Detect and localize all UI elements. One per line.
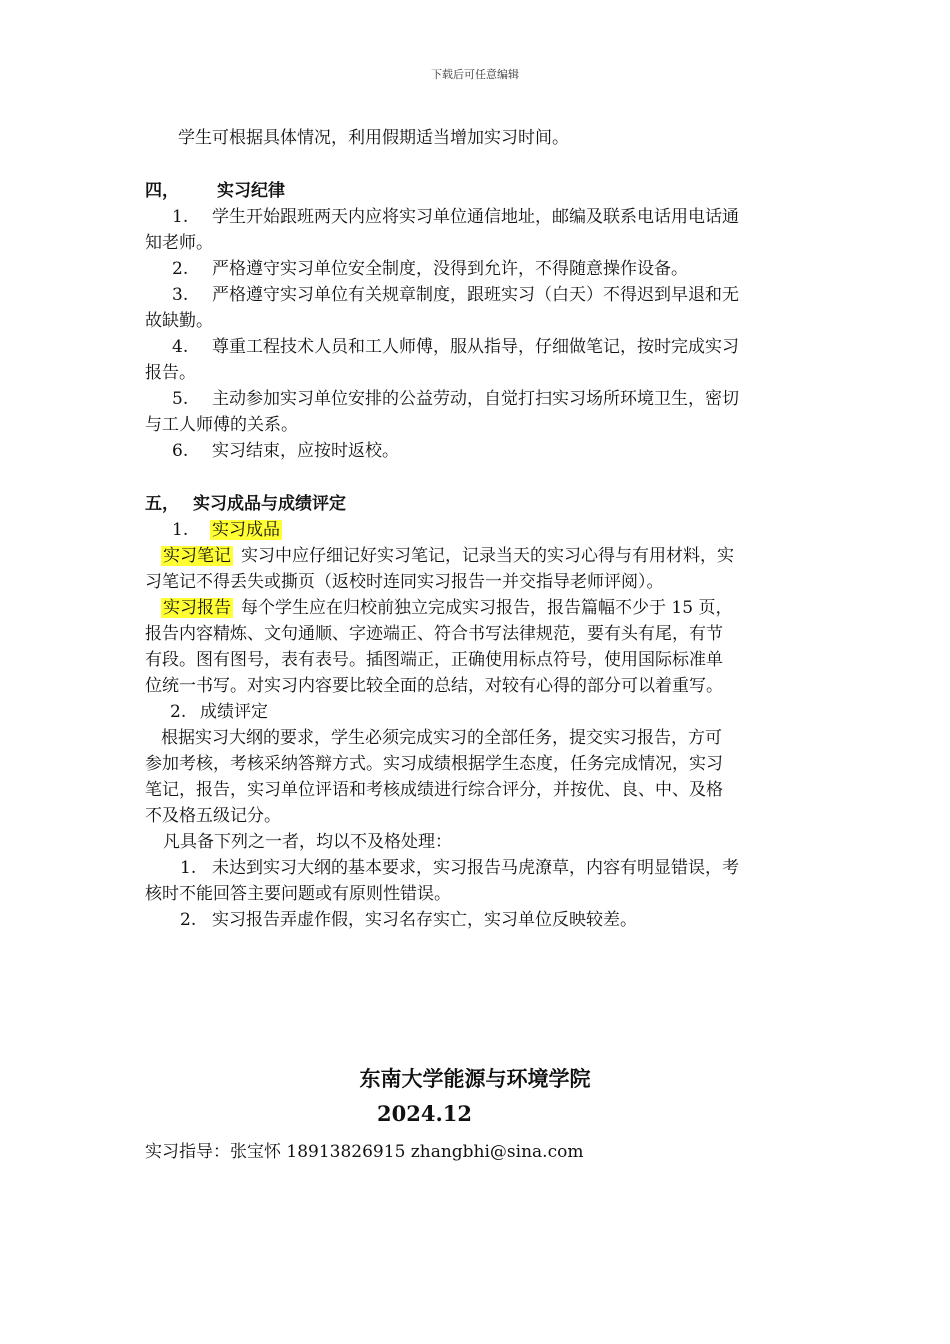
rule-2-number: 2. — [172, 259, 189, 279]
report-label-highlight: 实习报告 — [163, 598, 231, 618]
grade-line2: 参加考核，考核采纳答辩方式。实习成绩根据学生态度，任务完成情况，实习 — [145, 754, 723, 774]
notes-label-highlight: 实习笔记 — [163, 546, 231, 566]
rule-4-text: 尊重工程技术人员和工人师傅，服从指导，仔细做笔记，按时完成实习 — [212, 337, 739, 357]
rule-6-text: 实习结束，应按时返校。 — [212, 441, 399, 461]
intro-text: 学生可根据具体情况，利用假期适当增加实习时间。 — [178, 128, 569, 148]
contact-line: 实习指导：张宝怀 18913826915 zhangbhi@sina.com — [145, 1142, 584, 1162]
section5-heading — [145, 494, 346, 514]
report-text: 每个学生应在归校前独立完成实习报告，报告篇幅不少于 15 页， — [241, 598, 733, 618]
fail-2-number: 2. — [180, 910, 197, 930]
document-date: 2024.12 — [377, 1101, 472, 1126]
rule-5-number: 5. — [172, 389, 189, 409]
fail-intro: 凡具备下列之一者，均以不及格处理： — [163, 832, 452, 852]
rule-3-text: 严格遵守实习单位有关规章制度，跟班实习（白天）不得迟到早退和无 — [212, 285, 739, 305]
grade-line1: 根据实习大纲的要求，学生必须完成实习的全部任务，提交实习报告，方可 — [161, 728, 722, 748]
notes-line2: 习笔记不得丢失或撕页（返校时连同实习报告一并交指导老师评阅）。 — [145, 572, 664, 592]
fail-2-text: 实习报告弄虚作假，实习名存实亡，实习单位反映较差。 — [212, 910, 637, 930]
sub1-heading — [172, 520, 282, 540]
rule-3-line2: 故缺勤。 — [145, 311, 213, 331]
grade-line4: 不及格五级记分。 — [145, 806, 281, 826]
sub2-heading — [170, 702, 268, 722]
rule-1-line1 — [172, 207, 739, 227]
rule-5-line2: 与工人师傅的关系。 — [145, 415, 298, 435]
section4-title: 实习纪律 — [217, 181, 285, 201]
rule-1-text: 学生开始跟班两天内应将实习单位通信地址，邮编及联系电话用电话通 — [212, 207, 739, 227]
rule-2 — [172, 259, 688, 279]
section5-number: 五， — [145, 494, 179, 514]
notes-text: 实习中应仔细记好实习笔记，记录当天的实习心得与有用材料，实 — [241, 546, 734, 566]
institution-name: 东南大学能源与环境学院 — [359, 1066, 591, 1091]
section5-title: 实习成品与成绩评定 — [193, 494, 346, 514]
report-line1 — [161, 598, 732, 618]
rule-3-line1 — [172, 285, 739, 305]
sub1-title-highlight: 实习成品 — [212, 520, 280, 540]
report-line2: 报告内容精炼、文句通顺、字迹端正、符合书写法律规范，要有头有尾，有节 — [145, 624, 723, 644]
section4-number: 四， — [145, 181, 179, 201]
rule-1-number: 1. — [172, 207, 189, 227]
rule-3-number: 3. — [172, 285, 189, 305]
rule-6-number: 6. — [172, 441, 189, 461]
fail-1-line2: 核时不能回答主要问题或有原则性错误。 — [145, 884, 451, 904]
rule-2-text: 严格遵守实习单位安全制度，没得到允许，不得随意操作设备。 — [212, 259, 688, 279]
report-line4: 位统一书写。对实习内容要比较全面的总结，对较有心得的部分可以着重写。 — [145, 676, 723, 696]
page-header: 下载后可任意编辑 — [431, 68, 519, 81]
notes-line1 — [161, 546, 734, 566]
rule-1-line2: 知老师。 — [145, 233, 213, 253]
rule-5-line1 — [172, 389, 739, 409]
rule-6 — [172, 441, 399, 461]
rule-5-text: 主动参加实习单位安排的公益劳动，自觉打扫实习场所环境卫生，密切 — [212, 389, 739, 409]
fail-1-text: 未达到实习大纲的基本要求，实习报告马虎潦草，内容有明显错误，考 — [212, 858, 739, 878]
rule-4-line2: 报告。 — [145, 363, 196, 383]
fail-1-line1 — [180, 858, 739, 878]
sub2-title: 成绩评定 — [200, 702, 268, 722]
report-line3: 有段。图有图号，表有表号。插图端正，正确使用标点符号，使用国际标准单 — [145, 650, 723, 670]
fail-1-number: 1. — [180, 858, 197, 878]
section4-heading — [145, 181, 285, 201]
sub2-number: 2. — [170, 702, 187, 722]
sub1-number: 1. — [172, 520, 189, 540]
grade-line3: 笔记，报告，实习单位评语和考核成绩进行综合评分，并按优、良、中、及格 — [145, 780, 723, 800]
rule-4-number: 4. — [172, 337, 189, 357]
rule-4-line1 — [172, 337, 739, 357]
fail-2 — [180, 910, 637, 930]
